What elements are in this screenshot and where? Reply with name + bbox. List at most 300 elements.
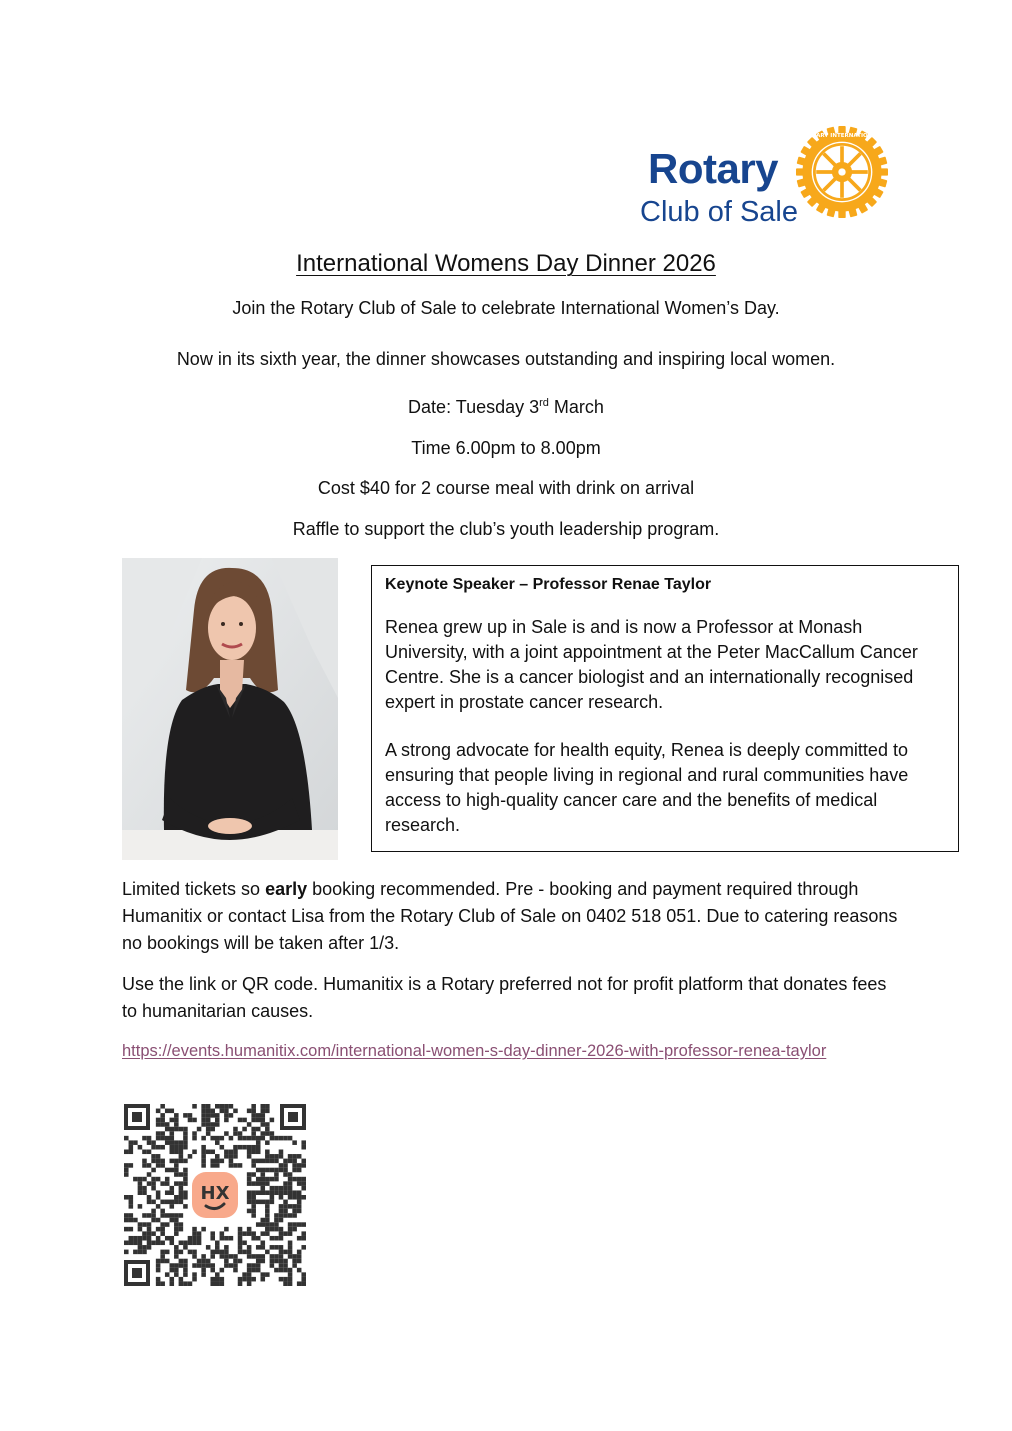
- qr-module: [256, 1181, 261, 1186]
- qr-module: [256, 1145, 261, 1150]
- qr-module: [206, 1245, 211, 1250]
- qr-module: [183, 1245, 188, 1250]
- qr-module: [170, 1200, 175, 1205]
- qr-module: [247, 1245, 252, 1250]
- qr-module: [261, 1200, 266, 1205]
- qr-module: [247, 1254, 252, 1259]
- qr-module: [261, 1104, 266, 1109]
- qr-module: [210, 1231, 215, 1236]
- qr-module: [124, 1150, 129, 1155]
- qr-module: [147, 1163, 152, 1168]
- qr-module: [242, 1145, 247, 1150]
- qr-module: [147, 1245, 152, 1250]
- qr-module: [220, 1109, 225, 1114]
- qr-module: [165, 1250, 170, 1255]
- qr-module: [201, 1259, 206, 1264]
- qr-module: [242, 1277, 247, 1282]
- qr-module: [170, 1218, 175, 1223]
- qr-module: [301, 1195, 306, 1200]
- qr-module: [220, 1250, 225, 1255]
- qr-module: [288, 1186, 293, 1191]
- qr-module: [133, 1236, 138, 1241]
- qr-module: [283, 1263, 288, 1268]
- qr-module: [220, 1254, 225, 1259]
- qr-module: [165, 1181, 170, 1186]
- qr-module: [165, 1109, 170, 1114]
- qr-module: [270, 1222, 275, 1227]
- qr-module: [238, 1245, 243, 1250]
- qr-module: [301, 1163, 306, 1168]
- qr-module: [247, 1209, 252, 1214]
- qr-module: [224, 1227, 229, 1232]
- qr-module: [242, 1136, 247, 1141]
- qr-module: [292, 1209, 297, 1214]
- qr-module: [156, 1281, 161, 1286]
- qr-module: [183, 1268, 188, 1273]
- qr-module: [229, 1254, 234, 1259]
- qr-module: [247, 1154, 252, 1159]
- qr-module: [183, 1131, 188, 1136]
- qr-module: [292, 1163, 297, 1168]
- qr-module: [165, 1272, 170, 1277]
- qr-module: [238, 1227, 243, 1232]
- qr-module: [201, 1254, 206, 1259]
- qr-module: [124, 1195, 129, 1200]
- qr-module: [170, 1190, 175, 1195]
- qr-module: [279, 1259, 284, 1264]
- qr-module: [288, 1190, 293, 1195]
- qr-module: [224, 1109, 229, 1114]
- qr-module: [242, 1272, 247, 1277]
- qr-module: [233, 1254, 238, 1259]
- qr-module: [215, 1104, 220, 1109]
- qr-module: [210, 1236, 215, 1241]
- qr-module: [201, 1154, 206, 1159]
- qr-module: [251, 1113, 256, 1118]
- qr-module: [292, 1227, 297, 1232]
- qr-module: [261, 1241, 266, 1246]
- qr-module: [183, 1263, 188, 1268]
- qr-module: [156, 1227, 161, 1232]
- qr-module: [210, 1150, 215, 1155]
- qr-module: [288, 1195, 293, 1200]
- qr-module: [156, 1259, 161, 1264]
- qr-module: [256, 1268, 261, 1273]
- qr-module: [165, 1213, 170, 1218]
- event-cost: Cost $40 for 2 course meal with drink on arrival: [317, 478, 695, 498]
- qr-module: [220, 1159, 225, 1164]
- qr-module: [265, 1154, 270, 1159]
- qr-module: [188, 1236, 193, 1241]
- qr-module: [170, 1236, 175, 1241]
- qr-module: [279, 1245, 284, 1250]
- qr-module: [265, 1181, 270, 1186]
- qr-module: [197, 1259, 202, 1264]
- qr-module: [206, 1259, 211, 1264]
- qr-module: [247, 1250, 252, 1255]
- qr-module: [142, 1190, 147, 1195]
- qr-module: [129, 1195, 134, 1200]
- qr-module: [197, 1263, 202, 1268]
- qr-module: [179, 1181, 184, 1186]
- qr-module: [279, 1209, 284, 1214]
- qr-module: [215, 1241, 220, 1246]
- qr-module: [261, 1272, 266, 1277]
- qr-module: [242, 1118, 247, 1123]
- qr-module: [129, 1241, 134, 1246]
- qr-module: [270, 1254, 275, 1259]
- qr-module: [292, 1159, 297, 1164]
- qr-module: [215, 1113, 220, 1118]
- qr-module: [288, 1277, 293, 1282]
- qr-module: [201, 1109, 206, 1114]
- qr-module: [206, 1131, 211, 1136]
- qr-module: [220, 1236, 225, 1241]
- qr-module: [201, 1104, 206, 1109]
- qr-module: [210, 1127, 215, 1132]
- qr-module: [274, 1222, 279, 1227]
- qr-module: [251, 1195, 256, 1200]
- qr-module: [210, 1263, 215, 1268]
- qr-module: [288, 1227, 293, 1232]
- qr-module: [270, 1136, 275, 1141]
- qr-module: [151, 1241, 156, 1246]
- qr-module: [270, 1245, 275, 1250]
- qr-module: [270, 1227, 275, 1232]
- qr-module: [279, 1263, 284, 1268]
- qr-module: [279, 1250, 284, 1255]
- qr-module: [179, 1190, 184, 1195]
- qr-module: [224, 1254, 229, 1259]
- qr-module: [179, 1222, 184, 1227]
- qr-module: [215, 1140, 220, 1145]
- qr-module: [247, 1263, 252, 1268]
- qr-module: [179, 1140, 184, 1145]
- qr-module: [179, 1263, 184, 1268]
- qr-module: [279, 1154, 284, 1159]
- qr-module: [274, 1190, 279, 1195]
- qr-module: [238, 1136, 243, 1141]
- qr-module: [251, 1190, 256, 1195]
- qr-module: [256, 1159, 261, 1164]
- qr-module: [192, 1236, 197, 1241]
- qr-module: [301, 1140, 306, 1145]
- qr-module: [251, 1236, 256, 1241]
- qr-module: [160, 1259, 165, 1264]
- qr-module: [274, 1186, 279, 1191]
- qr-module: [288, 1241, 293, 1246]
- qr-module: [279, 1254, 284, 1259]
- qr-module: [283, 1172, 288, 1177]
- qr-module: [170, 1145, 175, 1150]
- qr-module: [174, 1195, 179, 1200]
- qr-module: [151, 1181, 156, 1186]
- qr-module: [192, 1227, 197, 1232]
- qr-module: [183, 1272, 188, 1277]
- qr-module: [288, 1281, 293, 1286]
- qr-module: [174, 1218, 179, 1223]
- qr-module: [283, 1277, 288, 1282]
- qr-module: [201, 1122, 206, 1127]
- qr-module: [283, 1250, 288, 1255]
- event-link[interactable]: https://events.humanitix.com/international-women-s-day-dinner-2026-with-professor-renea-taylor: [122, 1042, 827, 1060]
- qr-module: [270, 1154, 275, 1159]
- qr-module: [147, 1213, 152, 1218]
- qr-module: [265, 1140, 270, 1145]
- qr-module: [256, 1259, 261, 1264]
- qr-module: [156, 1118, 161, 1123]
- qr-module: [179, 1281, 184, 1286]
- event-date: Date: Tuesday 3rd March: [408, 397, 604, 417]
- qr-module: [292, 1213, 297, 1218]
- qr-module: [256, 1177, 261, 1182]
- qr-module: [179, 1145, 184, 1150]
- qr-module: [142, 1163, 147, 1168]
- qr-module: [274, 1154, 279, 1159]
- qr-module: [247, 1172, 252, 1177]
- qr-module: [274, 1177, 279, 1182]
- qr-module: [256, 1136, 261, 1141]
- qr-module: [279, 1277, 284, 1282]
- qr-module: [174, 1163, 179, 1168]
- qr-module: [165, 1222, 170, 1227]
- qr-module: [265, 1131, 270, 1136]
- qr-module: [247, 1177, 252, 1182]
- qr-module: [206, 1113, 211, 1118]
- qr-module: [174, 1113, 179, 1118]
- qr-module: [151, 1140, 156, 1145]
- qr-module: [179, 1241, 184, 1246]
- qr-module: [160, 1281, 165, 1286]
- qr-module: [170, 1127, 175, 1132]
- qr-module: [165, 1190, 170, 1195]
- qr-module: [274, 1254, 279, 1259]
- qr-module: [261, 1113, 266, 1118]
- qr-module: [192, 1263, 197, 1268]
- qr-module: [142, 1250, 147, 1255]
- qr-module: [283, 1190, 288, 1195]
- qr-module: [297, 1268, 302, 1273]
- qr-module: [229, 1154, 234, 1159]
- keynote-speaker-box: [371, 565, 959, 852]
- speaker-bio-2: A strong advocate for health equity, Renea is deeply committed to ensuring that people living in regional and rural communities have access to high-quality cancer care and the benefits of medical research.: [385, 740, 909, 835]
- qr-module: [210, 1113, 215, 1118]
- qr-module: [174, 1168, 179, 1173]
- qr-module: [156, 1263, 161, 1268]
- qr-module: [174, 1172, 179, 1177]
- qr-module: [156, 1204, 161, 1209]
- qr-module: [192, 1118, 197, 1123]
- qr-module: [170, 1204, 175, 1209]
- qr-module: [251, 1150, 256, 1155]
- qr-module: [274, 1227, 279, 1232]
- qr-module: [206, 1109, 211, 1114]
- qr-module: [160, 1113, 165, 1118]
- qr-module: [147, 1227, 152, 1232]
- qr-module: [270, 1159, 275, 1164]
- event-raffle: Raffle to support the club’s youth leadership program.: [292, 519, 720, 539]
- qr-module: [156, 1154, 161, 1159]
- qr-module: [292, 1263, 297, 1268]
- qr-module: [224, 1245, 229, 1250]
- qr-module: [283, 1159, 288, 1164]
- qr-module: [215, 1122, 220, 1127]
- qr-module: [265, 1159, 270, 1164]
- qr-module: [301, 1281, 306, 1286]
- qr-module: [179, 1227, 184, 1232]
- qr-module: [251, 1204, 256, 1209]
- qr-module: [251, 1172, 256, 1177]
- qr-module: [151, 1168, 156, 1173]
- qr-module: [270, 1236, 275, 1241]
- qr-module: [229, 1136, 234, 1141]
- qr-module: [142, 1177, 147, 1182]
- qr-module: [179, 1213, 184, 1218]
- qr-module: [147, 1140, 152, 1145]
- qr-module: [265, 1150, 270, 1155]
- qr-module: [206, 1150, 211, 1155]
- qr-module: [265, 1213, 270, 1218]
- qr-module: [224, 1113, 229, 1118]
- qr-module: [192, 1131, 197, 1136]
- qr-module: [174, 1245, 179, 1250]
- qr-module: [261, 1231, 266, 1236]
- qr-module: [301, 1277, 306, 1282]
- qr-module: [192, 1231, 197, 1236]
- qr-module: [247, 1190, 252, 1195]
- rotary-logo-text: Rotary: [648, 145, 779, 192]
- qr-module: [220, 1268, 225, 1273]
- qr-module: [301, 1222, 306, 1227]
- qr-module: [261, 1245, 266, 1250]
- qr-module: [192, 1277, 197, 1282]
- qr-module: [129, 1227, 134, 1232]
- qr-module: [138, 1181, 143, 1186]
- qr-module: [301, 1236, 306, 1241]
- qr-module: [265, 1177, 270, 1182]
- qr-module: [174, 1213, 179, 1218]
- qr-module: [165, 1200, 170, 1205]
- qr-module: [151, 1177, 156, 1182]
- speaker-bio-1: Renea grew up in Sale is and is now a Professor at Monash University, with a joint appointment at the Peter MacCallum Cancer Centre. She is a cancer biologist and an internationally recognised expert in prostate cancer research.: [385, 617, 918, 712]
- qr-module: [147, 1150, 152, 1155]
- qr-module: [256, 1127, 261, 1132]
- qr-module: [297, 1200, 302, 1205]
- qr-module: [301, 1159, 306, 1164]
- qr-module: [261, 1159, 266, 1164]
- qr-module: [206, 1127, 211, 1132]
- qr-module: [247, 1231, 252, 1236]
- qr-module: [201, 1113, 206, 1118]
- qr-module: [124, 1172, 129, 1177]
- qr-module: [274, 1136, 279, 1141]
- qr-module: [251, 1118, 256, 1123]
- qr-module: [297, 1259, 302, 1264]
- qr-module: [220, 1277, 225, 1282]
- qr-module: [297, 1168, 302, 1173]
- qr-module: [247, 1227, 252, 1232]
- qr-module: [192, 1104, 197, 1109]
- qr-module: [242, 1241, 247, 1246]
- qr-module: [229, 1159, 234, 1164]
- qr-module: [251, 1131, 256, 1136]
- qr-module: [160, 1145, 165, 1150]
- humanitix-badge-text: HX: [200, 1183, 230, 1204]
- qr-module: [265, 1272, 270, 1277]
- qr-module: [251, 1231, 256, 1236]
- qr-module: [297, 1236, 302, 1241]
- qr-module: [224, 1150, 229, 1155]
- qr-module: [283, 1209, 288, 1214]
- qr-module: [170, 1213, 175, 1218]
- qr-module: [292, 1222, 297, 1227]
- qr-module: [151, 1213, 156, 1218]
- qr-module: [188, 1118, 193, 1123]
- qr-module: [251, 1104, 256, 1109]
- qr-module: [283, 1200, 288, 1205]
- qr-module: [288, 1268, 293, 1273]
- qr-module: [170, 1268, 175, 1273]
- qr-module: [270, 1131, 275, 1136]
- qr-module: [188, 1241, 193, 1246]
- qr-module: [261, 1136, 266, 1141]
- qr-module: [292, 1195, 297, 1200]
- qr-module: [179, 1259, 184, 1264]
- qr-module: [247, 1195, 252, 1200]
- qr-module: [160, 1181, 165, 1186]
- qr-module: [174, 1159, 179, 1164]
- qr-module: [270, 1177, 275, 1182]
- qr-module: [283, 1186, 288, 1191]
- qr-module: [129, 1236, 134, 1241]
- qr-module: [215, 1281, 220, 1286]
- qr-module: [210, 1277, 215, 1282]
- qr-module: [265, 1231, 270, 1236]
- qr-module: [147, 1241, 152, 1246]
- qr-module: [183, 1241, 188, 1246]
- qr-module: [224, 1118, 229, 1123]
- qr-module: [201, 1227, 206, 1232]
- qr-module: [265, 1190, 270, 1195]
- qr-module: [242, 1231, 247, 1236]
- qr-module: [215, 1250, 220, 1255]
- qr-module: [138, 1177, 143, 1182]
- qr-module: [165, 1127, 170, 1132]
- qr-module: [261, 1118, 266, 1123]
- qr-module: [283, 1259, 288, 1264]
- qr-module: [197, 1236, 202, 1241]
- qr-module: [210, 1136, 215, 1141]
- qr-module: [142, 1245, 147, 1250]
- qr-module: [179, 1159, 184, 1164]
- qr-module: [174, 1118, 179, 1123]
- qr-module: [220, 1136, 225, 1141]
- qr-module: [192, 1136, 197, 1141]
- qr-module: [156, 1163, 161, 1168]
- qr-module: [279, 1168, 284, 1173]
- qr-module: [170, 1168, 175, 1173]
- qr-module: [133, 1250, 138, 1255]
- qr-module: [297, 1181, 302, 1186]
- qr-code[interactable]: [124, 1104, 306, 1286]
- qr-module: [170, 1159, 175, 1164]
- qr-module: [165, 1136, 170, 1141]
- qr-module: [233, 1154, 238, 1159]
- qr-module: [279, 1236, 284, 1241]
- qr-module: [292, 1168, 297, 1173]
- qr-module: [301, 1145, 306, 1150]
- qr-module: [124, 1213, 129, 1218]
